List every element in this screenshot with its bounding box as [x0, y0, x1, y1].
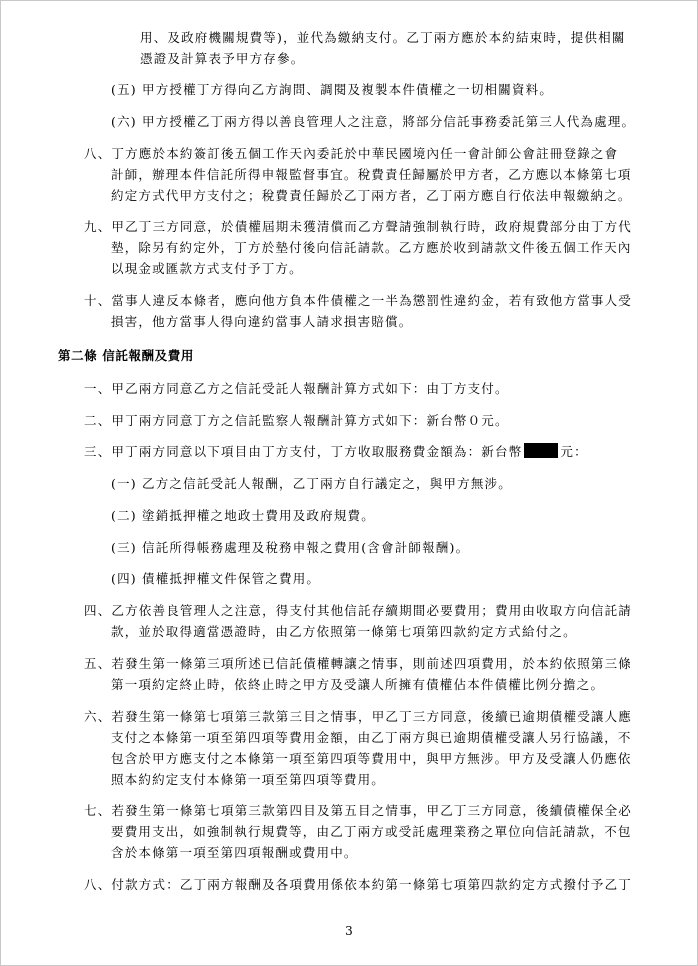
- text-line: [84, 443, 588, 461]
- text-line: 約定方式代甲方支付之；稅費責任歸於乙丁兩方者，乙丁兩方應自行依法申報繳納之。: [111, 188, 632, 203]
- text-line: 計師，辦理本件信託所得申報監督事宜。稅費責任歸屬於甲方者，乙方應以本條第七項: [111, 167, 632, 182]
- text-line: 八、付款方式：乙丁兩方報酬及各項費用係依本約第一條第七項第四款約定方式撥付予乙丁: [84, 877, 633, 892]
- text-line: 墊，除另有約定外，丁方於墊付後向信託請款。乙方應於收到請款文件後五個工作天內: [111, 240, 632, 255]
- text-line: 七、若發生第一條第七項第三款第四目及第五目之情事，甲乙丁三方同意，後續債權保全必: [84, 803, 633, 818]
- text-line: 二、甲丁兩方同意丁方之信託監察人報酬計算方式如下：新台幣０元。: [84, 413, 509, 428]
- text-line: (六) 甲方授權乙丁兩方得以善良管理人之注意，將部分信託事務委託第三人代為處理。: [111, 114, 636, 129]
- text-line: 支付之本條第一項至第四項等費用金額，由乙丁兩方與已逾期債權受讓人另行協議，不: [111, 730, 632, 745]
- section-heading: 第二條 信託報酬及費用: [58, 348, 194, 363]
- text-line: 照本約約定支付本條第一項至第四項等費用。: [111, 772, 386, 787]
- page-number: 3: [345, 924, 353, 938]
- text-line: (四) 債權抵押權文件保管之費用。: [111, 571, 321, 586]
- text-segment: 元：: [560, 444, 588, 459]
- text-line: 四、乙方依善良管理人之注意，得支付其他信託存續期間必要費用；費用由收取方向信託請: [84, 603, 633, 618]
- redaction-box: [524, 443, 558, 458]
- text-segment: 三、甲丁兩方同意以下項目由丁方支付，丁方收取服務費金額為：新台幣: [84, 444, 523, 459]
- text-line: 包含於甲方應支付之本條第一項至第四項等費用中，與甲方無涉。甲方及受讓人仍應依: [111, 751, 632, 766]
- text-line: (三) 信託所得帳務處理及稅務申報之費用(含會計師報酬)。: [111, 540, 470, 555]
- text-line: 九、甲乙丁三方同意，於債權屆期未獲清償而乙方聲請強制執行時，政府規費部分由丁方代: [84, 219, 633, 234]
- text-line: 以現金或匯款方式支付予丁方。: [111, 261, 303, 276]
- text-line: 損害，他方當事人得向違約當事人請求損害賠償。: [111, 314, 413, 329]
- text-line: 含於本條第一項至第四項報酬或費用中。: [111, 845, 358, 860]
- text-line: 五、若發生第一條第三項所述已信託債權轉讓之情事，則前述四項費用，於本約依照第三條: [84, 656, 633, 671]
- text-line: 要費用支出，如強制執行規費等，由乙丁兩方或受託處理業務之單位向信託請款，不包: [111, 824, 632, 839]
- text-line: 憑證及計算表予甲方存參。: [140, 51, 305, 66]
- text-line: 第一項約定終止時，依終止時之甲方及受讓人所擁有債權佔本件債權比例分擔之。: [111, 677, 605, 692]
- text-line: 款，並於取得適當憑證時，由乙方依照第一條第七項第四款約定方式給付之。: [111, 624, 577, 639]
- text-line: 一、甲乙兩方同意乙方之信託受託人報酬計算方式如下：由丁方支付。: [84, 381, 509, 396]
- text-line: 用、及政府機關規費等)，並代為繳納支付。乙丁兩方應於本約結束時，提供相關: [140, 30, 626, 45]
- text-line: 六、若發生第一條第七項第三款第三目之情事，甲乙丁三方同意，後續已逾期債權受讓人應: [84, 709, 633, 724]
- text-line: 八、丁方應於本約簽訂後五個工作天內委託於中華民國境內任一會計師公會註冊登錄之會: [84, 146, 619, 161]
- text-line: (二) 塗銷抵押權之地政士費用及政府規費。: [111, 508, 375, 523]
- text-line: (一) 乙方之信託受託人報酬，乙丁兩方自行議定之，與甲方無涉。: [111, 476, 512, 491]
- text-line: 十、當事人違反本條者，應向他方負本件債權之一半為懲罰性違約金，若有致他方當事人受: [84, 293, 633, 308]
- text-line: (五) 甲方授權丁方得向乙方詢問、調閱及複製本件債權之一切相關資料。: [111, 82, 554, 97]
